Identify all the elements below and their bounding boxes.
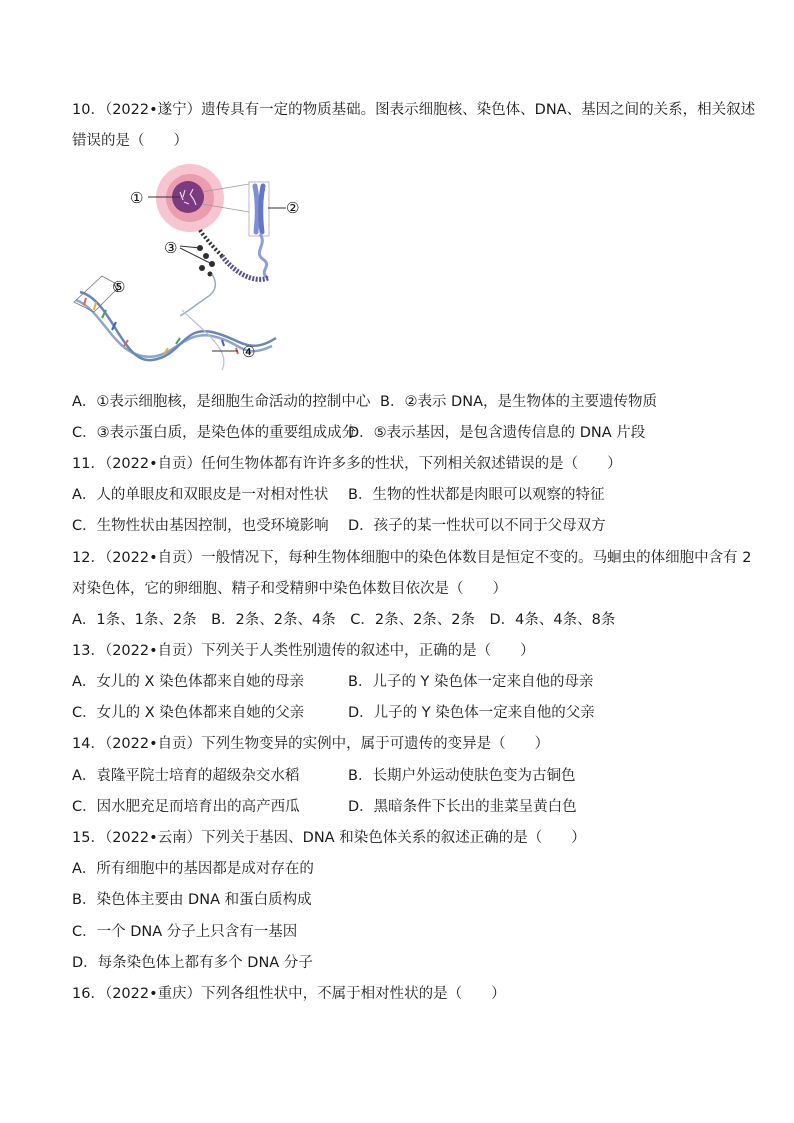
q10-stem-line2: 错误的是（ ）: [72, 133, 188, 149]
q10-stem-line1: 10．（2022•遂宁）遗传具有一定的物质基础。图表示细胞核、染色体、DNA、基因之间的关系，相关叙述: [72, 102, 756, 118]
q12-stem-line1: 12．（2022•自贡）一般情况下，每种生物体细胞中的染色体数目是恒定不变的。马蛔虫的体细胞中含有 2: [72, 550, 752, 566]
q11-option-a[interactable]: A．人的单眼皮和双眼皮是一对相对性状: [72, 487, 329, 503]
q11-option-b[interactable]: B．生物的性状都是肉眼可以观察的特征: [348, 487, 605, 503]
q11-stem: 11．（2022•自贡）任何生物体都有许许多多的性状，下列相关叙述错误的是（ ）: [72, 456, 622, 472]
q14-option-d[interactable]: D．黑暗条件下长出的韭菜呈黄白色: [348, 799, 577, 815]
label-3: ③: [164, 239, 178, 257]
q13-option-b[interactable]: B．儿子的 Y 染色体一定来自他的母亲: [348, 674, 594, 690]
q14-stem: 14．（2022•自贡）下列生物变异的实例中，属于可遗传的变异是（ ）: [72, 736, 550, 752]
q11-option-c[interactable]: C．生物性状由基因控制，也受环境影响: [72, 518, 329, 534]
q15-option-c[interactable]: C．一个 DNA 分子上只含有一基因: [72, 924, 298, 940]
q13-option-d[interactable]: D．儿子的 Y 染色体一定来自他的父亲: [348, 705, 595, 721]
label-5: ⑤: [112, 278, 126, 296]
q13-option-a[interactable]: A．女儿的 X 染色体都来自她的母亲: [72, 674, 305, 690]
q10-option-a[interactable]: A．①表示细胞核，是细胞生命活动的控制中心: [72, 394, 371, 410]
q15-option-b[interactable]: B．染色体主要由 DNA 和蛋白质构成: [72, 892, 312, 908]
q10-option-c[interactable]: C．③表示蛋白质，是染色体的重要组成成分: [72, 425, 357, 441]
cell-chromosome-dna-figure: [72, 160, 312, 382]
figure-svg: [72, 160, 312, 382]
q10-option-d[interactable]: D．⑤表示基因，是包含遗传信息的 DNA 片段: [348, 425, 646, 441]
q14-option-a[interactable]: A．袁隆平院士培育的超级杂交水稻: [72, 768, 300, 784]
q15-stem: 15．（2022•云南）下列关于基因、DNA 和染色体关系的叙述正确的是（ ）: [72, 830, 586, 846]
q15-option-a[interactable]: A．所有细胞中的基因都是成对存在的: [72, 861, 314, 877]
q16-stem: 16．（2022•重庆）下列各组性状中，不属于相对性状的是（ ）: [72, 986, 506, 1002]
q12-stem-line2: 对染色体，它的卵细胞、精子和受精卵中染色体数目依次是（ ）: [72, 581, 507, 597]
label-1: ①: [130, 189, 144, 207]
q13-option-c[interactable]: C．女儿的 X 染色体都来自她的父亲: [72, 705, 305, 721]
label-4: ④: [242, 343, 256, 361]
q11-option-d[interactable]: D．孩子的某一性状可以不同于父母双方: [348, 518, 606, 534]
q13-stem: 13．（2022•自贡）下列关于人类性别遗传的叙述中，正确的是（ ）: [72, 643, 535, 659]
q14-option-b[interactable]: B．长期户外运动使肤色变为古铜色: [348, 768, 576, 784]
q10-option-b[interactable]: B．②表示 DNA，是生物体的主要遗传物质: [380, 394, 657, 410]
q14-option-c[interactable]: C．因水肥充足而培育出的高产西瓜: [72, 799, 300, 815]
chromosome-shape: [255, 186, 257, 232]
label-2: ②: [286, 199, 300, 217]
q15-option-d[interactable]: D．每条染色体上都有多个 DNA 分子: [72, 955, 313, 971]
q12-options[interactable]: A．1条、1条、2条 B．2条、2条、4条 C．2条、2条、2条 D．4条、4条、8条: [72, 612, 616, 628]
